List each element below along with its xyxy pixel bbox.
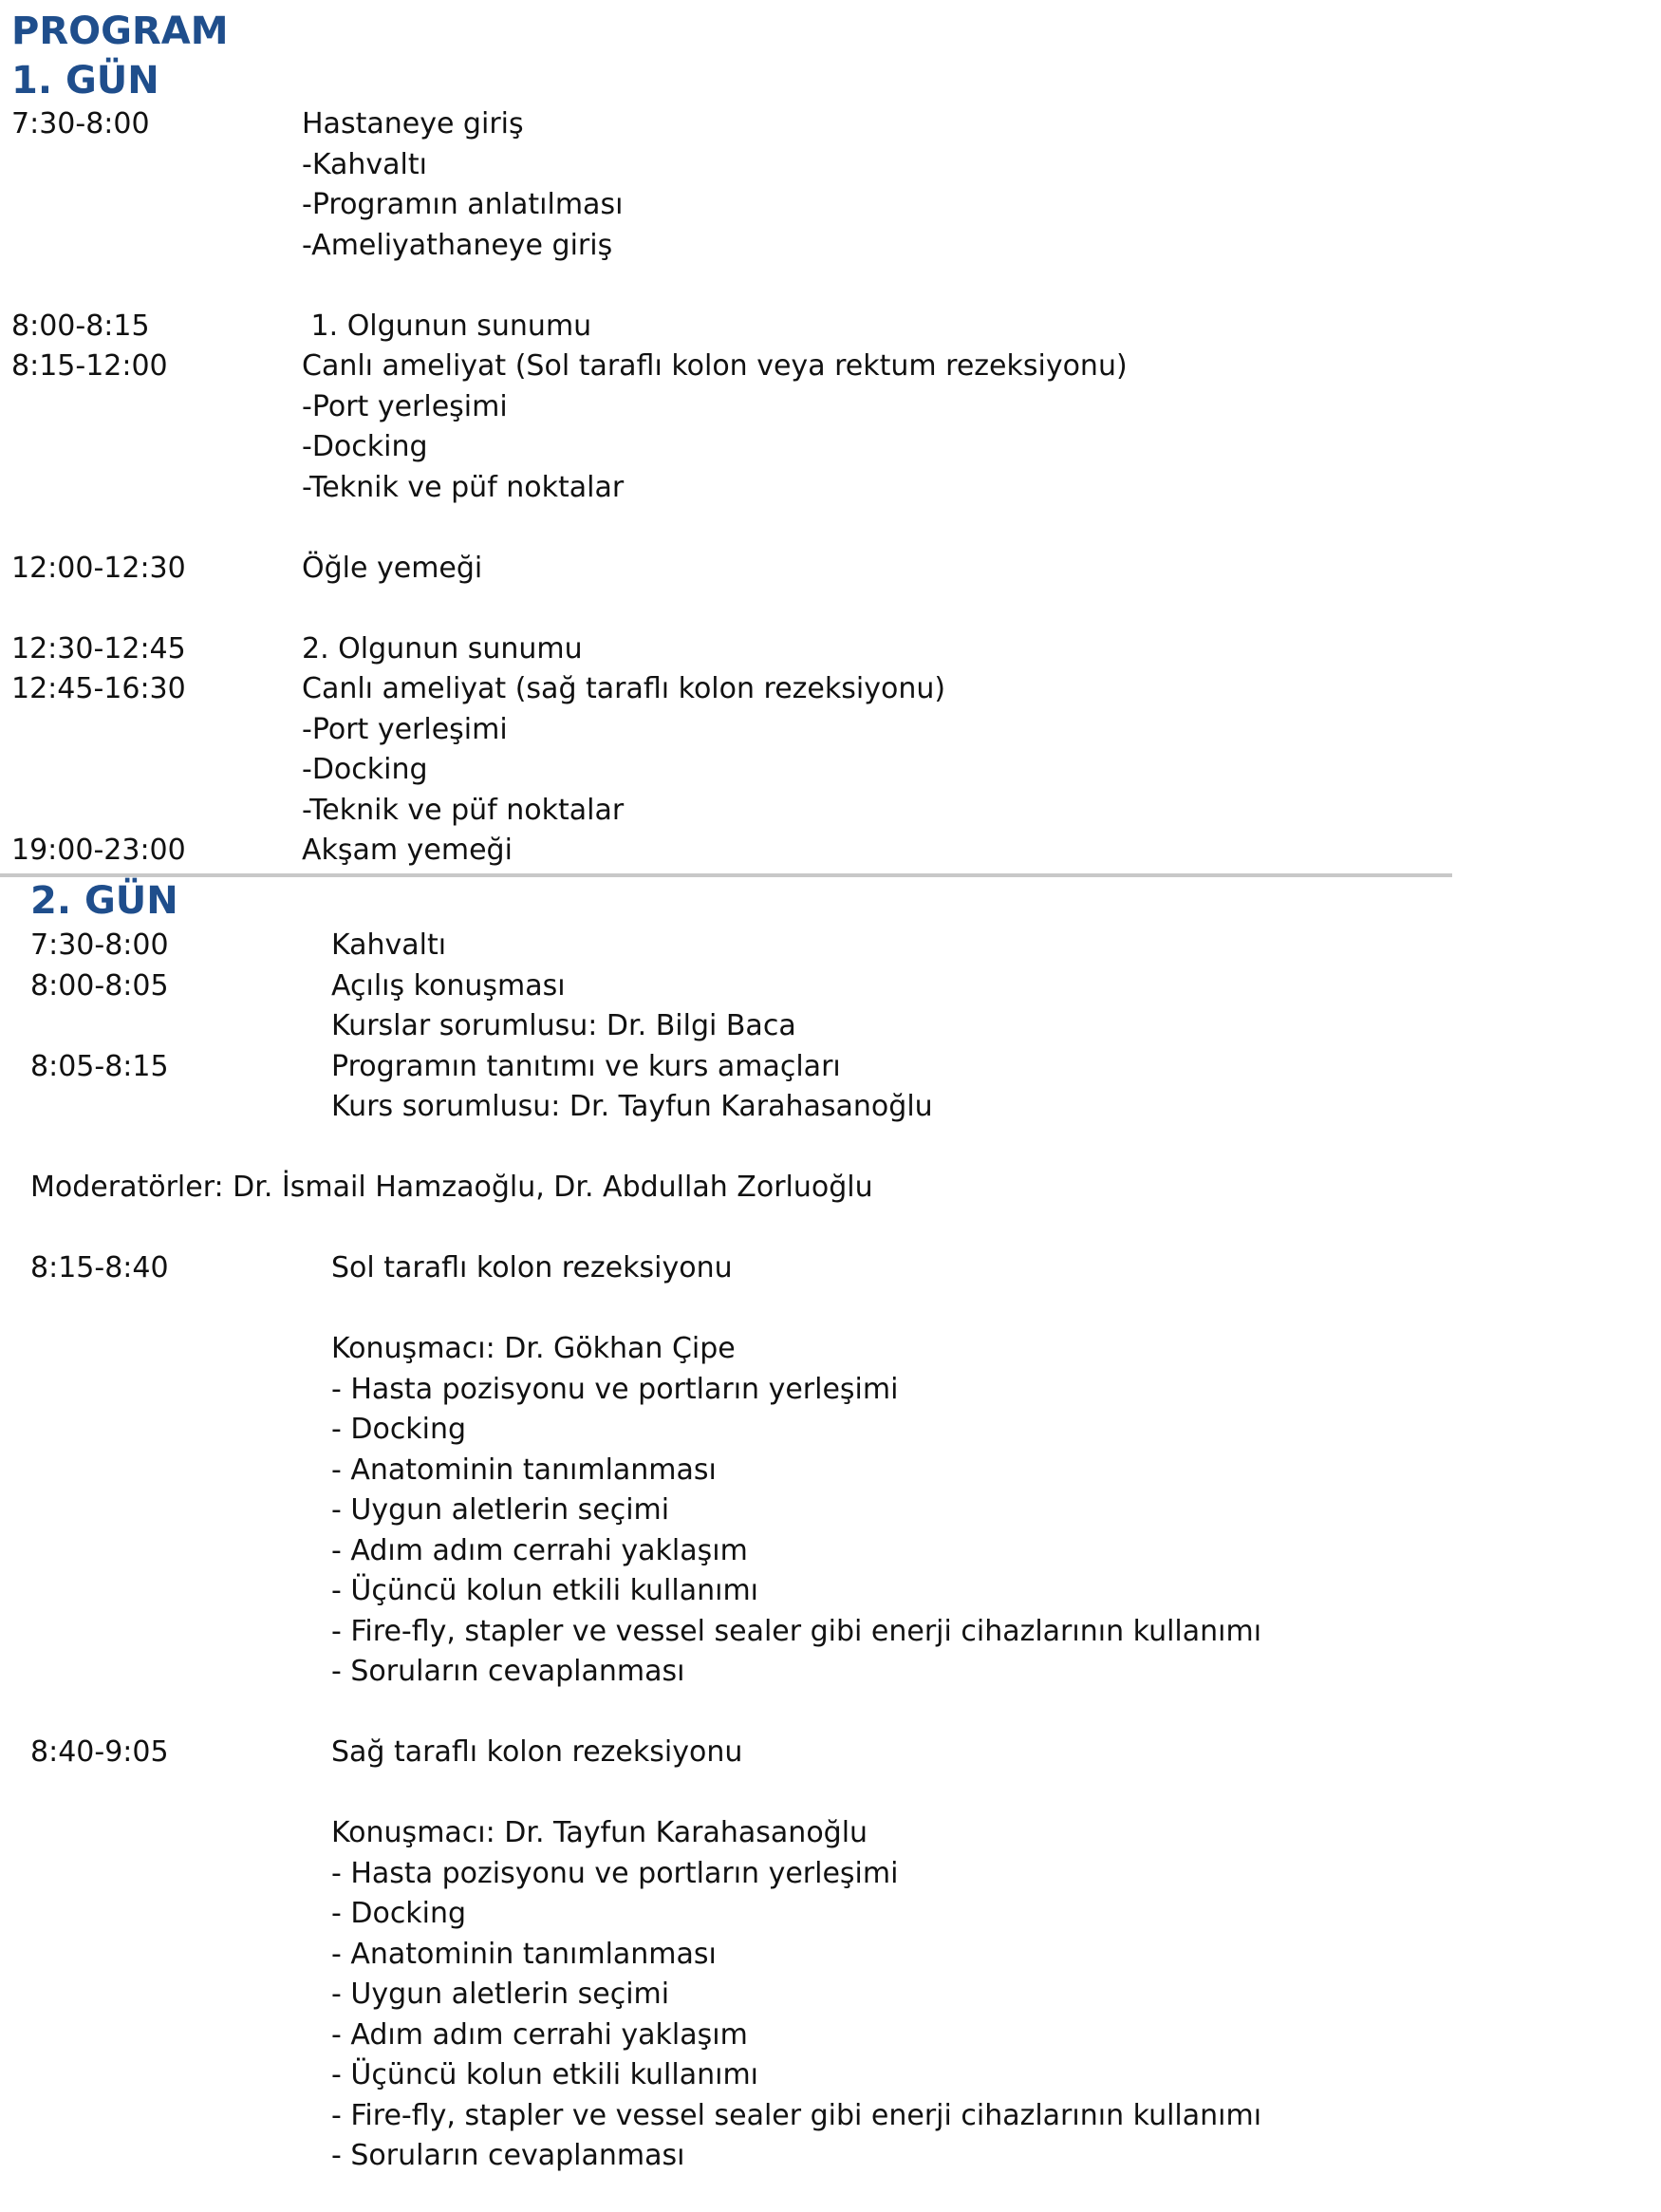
activity-line: Kurslar sorumlusu: Dr. Bilgi Baca xyxy=(331,1009,796,1042)
spacer-line xyxy=(331,1289,1261,1330)
time-label: 8:40-9:05 xyxy=(30,1735,169,1769)
speaker-line: Konuşmacı: Dr. Gökhan Çipe xyxy=(331,1332,736,1365)
activity-line: -Programın anlatılması xyxy=(302,188,624,221)
section-divider xyxy=(0,873,1452,877)
activity-line: Hastaneye giriş xyxy=(302,107,524,141)
topic-line: - Docking xyxy=(331,1897,467,1930)
schedule-row xyxy=(11,629,1128,670)
topic-line: - Uygun aletlerin seçimi xyxy=(331,1493,670,1527)
time-label: 8:15-8:40 xyxy=(30,1251,169,1284)
activity-line: Canlı ameliyat (Sol taraflı kolon veya rektum rezeksiyonu) xyxy=(302,349,1128,383)
day1-title: 1. GÜN xyxy=(11,59,159,103)
schedule-row xyxy=(11,549,1128,590)
topic-line: - Adım adım cerrahi yaklaşım xyxy=(331,2017,748,2052)
time-label: 12:45-16:30 xyxy=(11,672,186,705)
activity-line: Öğle yemeği xyxy=(302,551,483,585)
topic-line: - Üçüncü kolun etkili kullanımı xyxy=(331,2058,758,2091)
activity-line: Açılış konuşması xyxy=(331,968,566,1003)
activity-line: Kurs sorumlusu: Dr. Tayfun Karahasanoğlu xyxy=(331,1090,933,1123)
time-label: 8:00-8:15 xyxy=(11,309,150,343)
topic-line: - Docking xyxy=(331,1413,467,1446)
schedule-row xyxy=(30,1047,1261,1128)
activity-line: -Kahvaltı xyxy=(302,147,427,181)
activity-line: -Teknik ve püf noktalar xyxy=(302,470,625,504)
schedule-row xyxy=(11,307,1128,347)
schedule-row xyxy=(30,966,1261,1047)
day2-schedule xyxy=(30,926,1261,2177)
topic-line: - Hasta pozisyonu ve portların yerleşimi xyxy=(331,1856,899,1890)
moderators-line: Moderatörler: Dr. İsmail Hamzaoğlu, Dr. Abdullah Zorluoğlu xyxy=(30,1171,873,1204)
activity-line: -Teknik ve püf noktalar xyxy=(302,793,625,827)
day2-title: 2. GÜN xyxy=(30,879,178,923)
schedule-row xyxy=(11,831,1128,872)
activity-line: Canlı ameliyat (sağ taraflı kolon rezeksiyonu) xyxy=(302,672,946,705)
topic-line: - Fire-fly, stapler ve vessel sealer gibi enerji cihazlarının kullanımı xyxy=(331,2098,1262,2132)
session-row xyxy=(30,1733,1261,2177)
activity-line: 1. Olgunun sunumu xyxy=(302,309,592,343)
activity-line: -Docking xyxy=(302,430,428,463)
time-label: 7:30-8:00 xyxy=(30,928,169,962)
time-label: 8:15-12:00 xyxy=(11,349,168,383)
topic-line: - Soruların cevaplanması xyxy=(331,2139,685,2172)
time-label: 12:00-12:30 xyxy=(11,551,186,585)
session-row xyxy=(30,1248,1261,1693)
topic-line: - Anatominin tanımlanması xyxy=(331,1937,717,1971)
topic-line: - Anatominin tanımlanması xyxy=(331,1453,717,1487)
activity-line: Akşam yemeği xyxy=(302,834,513,867)
activity-line: -Ameliyathaneye giriş xyxy=(302,228,613,262)
activity-line: Kahvaltı xyxy=(331,928,447,962)
schedule-row xyxy=(30,926,1261,966)
activity-line: -Port yerleşimi xyxy=(302,389,508,423)
schedule-row xyxy=(11,104,1128,266)
activity-line: -Docking xyxy=(302,753,428,786)
time-label: 7:30-8:00 xyxy=(11,107,150,141)
topic-line: - Uygun aletlerin seçimi xyxy=(331,1978,670,2011)
topic-line: - Hasta pozisyonu ve portların yerleşimi xyxy=(331,1372,899,1406)
program-title: PROGRAM xyxy=(11,9,229,53)
activity-line: Programın tanıtımı ve kurs amaçları xyxy=(331,1049,841,1083)
schedule-row xyxy=(11,669,1128,831)
day1-schedule xyxy=(11,104,1128,872)
time-label: 12:30-12:45 xyxy=(11,631,186,665)
topic-line: - Fire-fly, stapler ve vessel sealer gibi enerji cihazlarının kullanımı xyxy=(331,1614,1262,1648)
activity-line: 2. Olgunun sunumu xyxy=(302,631,583,665)
session-title: Sol taraflı kolon rezeksiyonu xyxy=(331,1251,733,1284)
spacer-line xyxy=(331,1773,1261,1814)
time-label: 19:00-23:00 xyxy=(11,834,186,867)
time-label: 8:05-8:15 xyxy=(30,1049,169,1083)
speaker-line: Konuşmacı: Dr. Tayfun Karahasanoğlu xyxy=(331,1816,868,1849)
time-label: 8:00-8:05 xyxy=(30,968,169,1003)
topic-line: - Üçüncü kolun etkili kullanımı xyxy=(331,1574,758,1607)
activity-line: -Port yerleşimi xyxy=(302,712,508,746)
schedule-row xyxy=(11,347,1128,508)
topic-line: - Soruların cevaplanması xyxy=(331,1655,685,1688)
topic-line: - Adım adım cerrahi yaklaşım xyxy=(331,1533,748,1567)
session-title: Sağ taraflı kolon rezeksiyonu xyxy=(331,1735,743,1769)
